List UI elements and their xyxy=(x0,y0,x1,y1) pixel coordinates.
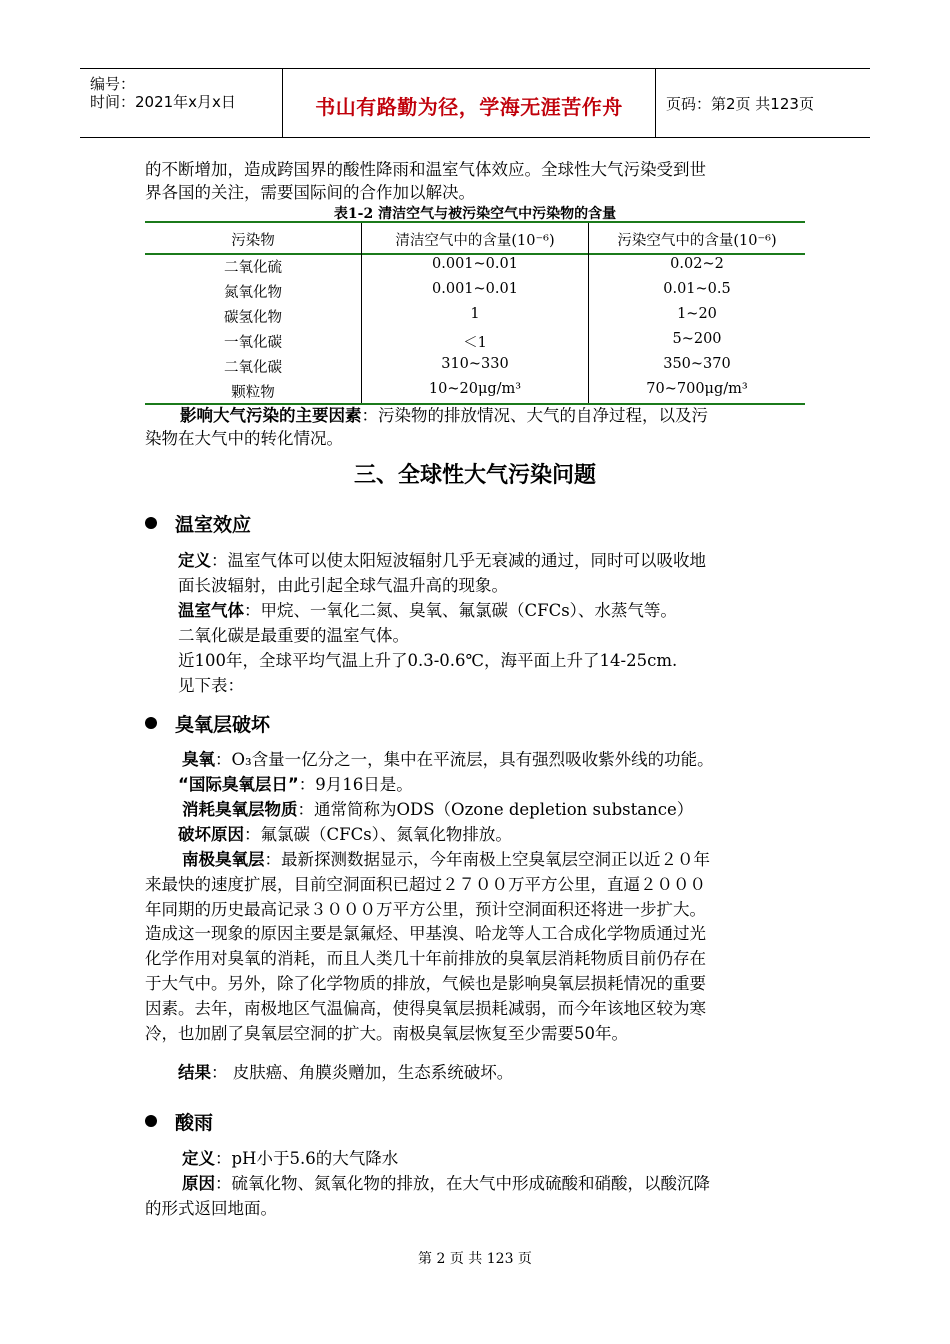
antarctic-line-6: 于大气中。另外，除了化学物质的排放，气候也是影响臭氧层损耗情况的重要 xyxy=(145,974,706,993)
page-footer: 第 2 页 共 123 页 xyxy=(418,1251,532,1267)
column-header: 清洁空气中的含量(10⁻⁶) xyxy=(395,233,555,249)
table-cell: 0.01~0.5 xyxy=(663,281,731,297)
ods-label: 消耗臭氧层物质 xyxy=(182,800,298,819)
table-cell: 1~20 xyxy=(677,306,717,322)
column-header: 污染空气中的含量(10⁻⁶) xyxy=(617,233,777,249)
o3-text: ：O₃含量一亿分之一，集中在平流层，具有强烈吸收紫外线的功能。 xyxy=(215,750,714,769)
table-header-row xyxy=(145,226,805,251)
factors-text: ：污染物的排放情况、大气的自净过程，以及污 xyxy=(361,406,708,425)
header-page-cell xyxy=(656,69,870,137)
antarctic-label: 南极臭氧层 xyxy=(182,850,265,869)
table-title: 表1-2 清洁空气与被污染空气中污染物的含量 xyxy=(333,206,617,222)
table-cell: 1 xyxy=(470,306,480,322)
table-cell: ＜1 xyxy=(463,335,487,351)
acid-cause-line-1 xyxy=(182,1172,847,1196)
greenhouse-def-line-1 xyxy=(178,549,843,573)
o3-line xyxy=(182,748,847,772)
gas-label: 温室气体 xyxy=(178,601,244,620)
antarctic-line-3: 年同期的历史最高记录３０００万平方公里，预计空洞面积还将进一步扩大。 xyxy=(145,900,706,919)
table-cell: 350~370 xyxy=(663,356,731,372)
antarctic-line-8: 冷，也加剧了臭氧层空洞的扩大。南极臭氧层恢复至少需要50年。 xyxy=(145,1024,628,1043)
ods-text: ：通常简称为ODS（Ozone depletion substance） xyxy=(297,800,694,819)
acid-def-text: ：pH小于5.6的大气降水 xyxy=(215,1149,399,1168)
century-line: 近100年，全球平均气温上升了0.3-0.6℃，海平面上升了14-25cm. xyxy=(178,651,678,670)
table-cell: 氮氧化物 xyxy=(224,285,282,301)
ozone-day-text: ：9月16日是。 xyxy=(298,775,413,794)
bullet-icon xyxy=(145,1115,157,1127)
bullet-icon xyxy=(145,517,157,529)
table-row xyxy=(145,378,805,403)
bullet-icon xyxy=(145,717,157,729)
table-cell: 0.001~0.01 xyxy=(432,281,518,297)
result-text: ： 皮肤癌、角膜炎赠加，生态系统破坏。 xyxy=(211,1063,514,1082)
table-cell: 0.001~0.01 xyxy=(432,256,518,272)
def-label: 定义 xyxy=(178,551,211,570)
acid-cause-text: ：硫氧化物、氮氧化物的排放，在大气中形成硫酸和硝酸，以酸沉降 xyxy=(215,1174,710,1193)
ozone-cause-text: ：氟氯碳（CFCs）、氮氧化物排放。 xyxy=(244,825,512,844)
table-cell: 颗粒物 xyxy=(231,385,275,401)
factors-label: 影响大气污染的主要因素 xyxy=(180,406,362,425)
intro-line-1: 的不断增加，造成跨国界的酸性降雨和温室气体效应。全球性大气污染受到世 xyxy=(145,160,706,179)
ods-line xyxy=(182,798,847,822)
table-row xyxy=(145,253,805,278)
ozone-heading xyxy=(145,710,270,737)
acid-def-line xyxy=(182,1147,847,1171)
table-cell: 310~330 xyxy=(441,356,509,372)
table-cell: 碳氢化物 xyxy=(224,310,282,326)
page-info: 页码：第2页 共123页 xyxy=(666,95,814,113)
greenhouse-heading xyxy=(145,510,251,537)
table-row xyxy=(145,278,805,303)
greenhouse-def-line-2: 面长波辐射，由此引起全球气温升高的现象。 xyxy=(178,576,508,595)
co2-line: 二氧化碳是最重要的温室气体。 xyxy=(178,626,409,645)
ozone-heading-text: 臭氧层破坏 xyxy=(175,714,271,736)
table-cell: 70~700μg/m³ xyxy=(646,381,748,397)
ozone-day-line xyxy=(178,773,843,797)
section-title: 三、全球性大气污染问题 xyxy=(353,463,596,488)
acid-def-label: 定义 xyxy=(182,1149,215,1168)
factors-line-1 xyxy=(180,404,845,428)
acid-rain-heading-text: 酸雨 xyxy=(175,1112,214,1134)
table-row xyxy=(145,353,805,378)
table-cell: 10~20μg/m³ xyxy=(428,381,522,397)
header-motto-cell xyxy=(282,69,656,137)
greenhouse-gas-line xyxy=(178,599,843,623)
antarctic-line-2: 来最快的速度扩展，目前空洞面积已超过２７００万平方公里，直逼２０００ xyxy=(145,875,706,894)
ozone-cause-label: 破坏原因 xyxy=(178,825,244,844)
table-cell: 5~200 xyxy=(672,331,722,347)
o3-label: 臭氧 xyxy=(182,750,215,769)
see-table-line: 见下表： xyxy=(178,676,244,695)
antarctic-line-7: 因素。去年，南极地区气温偏高，使得臭氧层损耗减弱，而今年该地区较为寒 xyxy=(145,999,706,1018)
ozone-day-label: “国际臭氧层日” xyxy=(178,775,299,794)
factors-line-2: 染物在大气中的转化情况。 xyxy=(145,429,343,448)
time-label: 时间：2021年x月x日 xyxy=(90,93,236,111)
acid-cause-line-2: 的形式返回地面。 xyxy=(145,1199,277,1218)
antarctic-line-1 xyxy=(182,848,847,872)
table-row xyxy=(145,303,805,328)
header-meta-cell xyxy=(80,69,282,137)
column-header: 污染物 xyxy=(231,233,275,249)
table-cell: 二氧化硫 xyxy=(224,260,282,276)
pollutant-table xyxy=(145,221,805,405)
antarctic-line-4: 造成这一现象的原因主要是氯氟烃、甲基溴、哈龙等人工合成化学物质通过光 xyxy=(145,924,706,943)
intro-line-2: 界各国的关注，需要国际间的合作加以解决。 xyxy=(145,183,475,202)
antarctic-line-5: 化学作用对臭氧的消耗，而且人类几十年前排放的臭氧层消耗物质目前仍存在 xyxy=(145,949,706,968)
page-header xyxy=(80,68,870,138)
acid-cause-label: 原因 xyxy=(182,1174,215,1193)
result-label: 结果 xyxy=(178,1063,211,1082)
ozone-cause-line xyxy=(178,823,843,847)
table-cell: 二氧化碳 xyxy=(224,360,282,376)
ozone-result-line xyxy=(178,1061,843,1085)
acid-rain-heading xyxy=(145,1108,213,1135)
motto: 书山有路勤为径，学海无涯苦作舟 xyxy=(315,95,623,119)
gas-text: ：甲烷、一氧化二氮、臭氧、氟氯碳（CFCs）、水蒸气等。 xyxy=(244,601,677,620)
def-text: ：温室气体可以使太阳短波辐射几乎无衰减的通过，同时可以吸收地 xyxy=(211,551,706,570)
antarctic-text: ：最新探测数据显示，今年南极上空臭氧层空洞正以近２０年 xyxy=(264,850,710,869)
greenhouse-heading-text: 温室效应 xyxy=(175,514,252,536)
table-row xyxy=(145,328,805,353)
number-label: 编号： xyxy=(90,75,136,93)
table-cell: 0.02~2 xyxy=(670,256,724,272)
table-cell: 一氧化碳 xyxy=(224,335,282,351)
